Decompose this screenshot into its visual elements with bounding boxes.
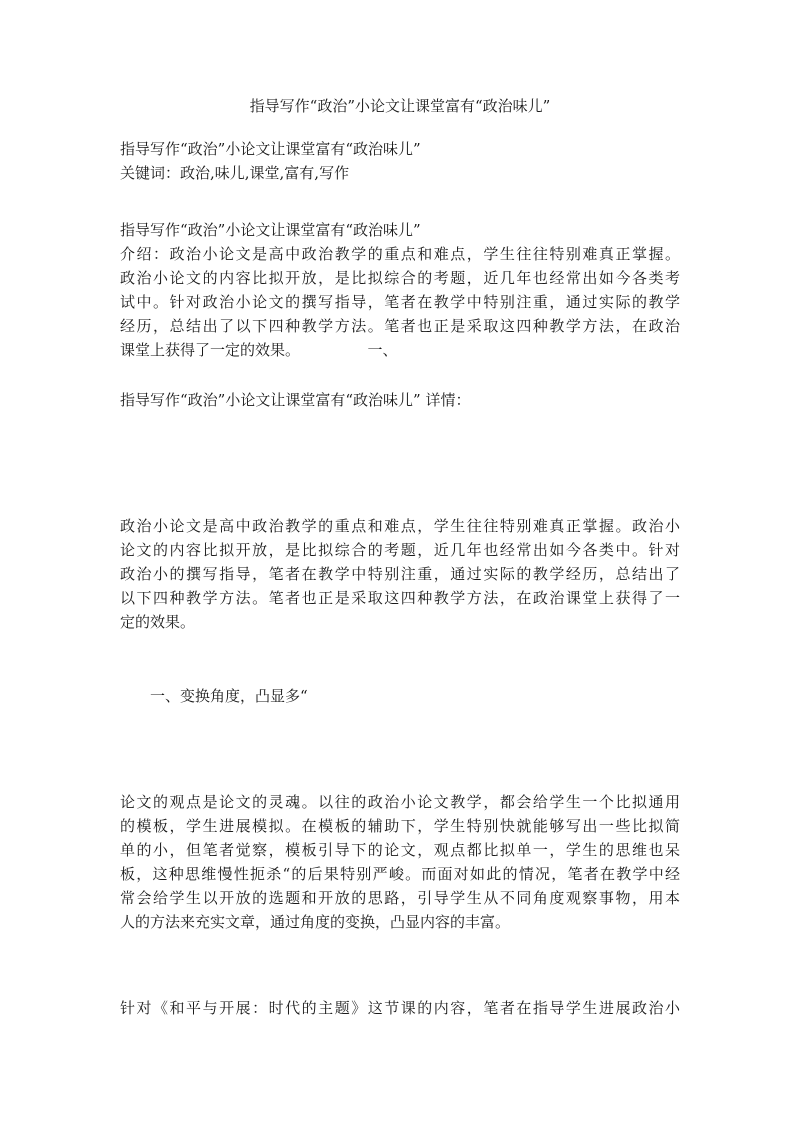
subtitle: 指导写作“政治”小论文让课堂富有“政治味儿”: [120, 140, 421, 158]
intro-paragraph: [120, 242, 680, 362]
intro-line: 经历，总结出了以下四种教学方法。笔者也正是采取这四种教学方法，在政治: [120, 317, 680, 335]
paragraph-line: 政治小论文是高中政治教学的重点和难点，学生往往特别难真正掌握。政治小: [120, 517, 680, 535]
intro-line: 介绍：政治小论文是高中政治教学的重点和难点，学生往往特别难真正掌握。: [120, 245, 680, 263]
paragraph-3: [120, 996, 680, 1020]
keywords: 关键词：政治,味儿,课堂,富有,写作: [120, 164, 350, 182]
paragraph-line: 常会给学生以开放的选题和开放的思路，引导学生从不同角度观察事物，用本: [120, 889, 680, 907]
paragraph-line: 板，这种思维慢性扼杀“的后果特别严峻。而面对如此的情况，笔者在教学中经: [120, 865, 680, 883]
header-block: [120, 137, 680, 185]
details-label: 指导写作“政治”小论文让课堂富有“政治味儿” 详情：: [120, 391, 471, 409]
paragraph-line: 政治小的撰写指导，笔者在教学中特别注重，通过实际的教学经历，总结出了: [120, 565, 680, 583]
intro-line: 课堂上获得了一定的效果。 一、: [120, 341, 398, 359]
paragraph-2: [120, 790, 680, 934]
intro-line: 试中。针对政治小论文的撰写指导，笔者在教学中特别注重，通过实际的教学: [120, 293, 680, 311]
paragraph-line: 的模板，学生进展模拟。在模板的辅助下，学生特别快就能够写出一些比拟简: [120, 817, 680, 835]
paragraph-line: 论文的观点是论文的灵魂。以往的政治小论文教学，都会给学生一个比拟通用: [120, 793, 680, 811]
paragraph-line: 以下四种教学方法。笔者也正是采取这四种教学方法，在政治课堂上获得了一: [120, 589, 680, 607]
paragraph-line: 人的方法来充实文章，通过角度的变换，凸显内容的丰富。: [120, 913, 511, 931]
paragraph-1: [120, 514, 680, 634]
paragraph-line: 定的效果。: [120, 613, 196, 631]
paragraph-line: 针对《和平与开展：时代的主题》这节课的内容，笔者在指导学生进展政治小: [120, 999, 680, 1017]
page-title: 指导写作“政治”小论文让课堂富有“政治味儿”: [249, 97, 551, 115]
intro-block: [120, 218, 680, 362]
intro-line: 政治小论文的内容比拟开放，是比拟综合的考题，近几年也经常出如今各类考: [120, 269, 680, 287]
intro-heading: 指导写作“政治”小论文让课堂富有“政治味儿”: [120, 221, 421, 239]
paragraph-line: 单的小，但笔者觉察，模板引导下的论文，观点都比拟单一，学生的思维也呆: [120, 841, 680, 859]
paragraph-line: 论文的内容比拟开放，是比拟综合的考题，近几年也经常出如今各类中。针对: [120, 541, 680, 559]
section-heading: 一、变换角度，凸显多“: [150, 687, 308, 705]
details-label-block: [120, 388, 680, 412]
